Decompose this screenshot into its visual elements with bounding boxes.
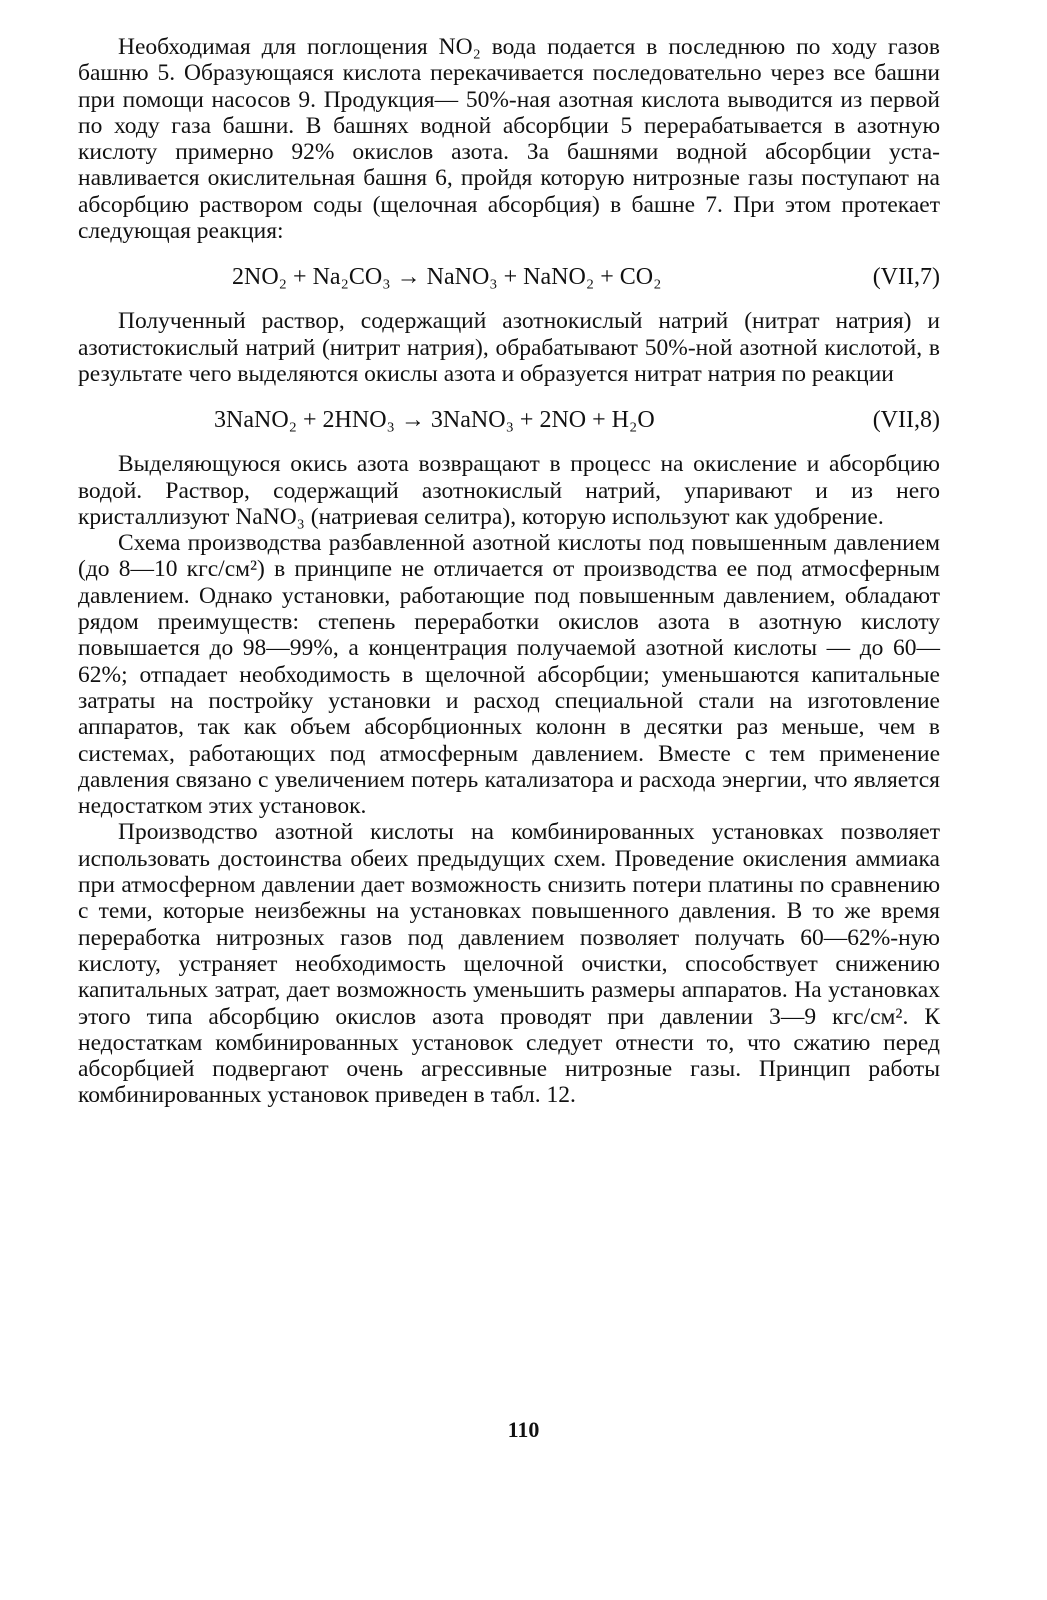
paragraph-3: Выделяющуюся окись азота возвращают в процесс на окисление и абсорбцию водой. Раствор, содержащий азотнокислый натрий, упаривают и из него кристаллизуют NaNO₃ (натриевая селитра), которую используют как удобрение. bbox=[78, 451, 940, 530]
paragraph-2: Полученный раствор, содержащий азотнокислый натрий (нитрат натрия) и азотистокислый натрий (нитрит натрия), обрабатывают 50%-ной азотной кислотой, в результате чего выделяются окислы азота и образуется нитрат натрия по реакции bbox=[78, 308, 940, 387]
paragraph-4: Схема производства разбавленной азотной кислоты под повышенным давлением (до 8—10 кгс/см²) в принципе не отличается от производства ее под атмосферным давлением. Однако установки, работающие под повышенным давлением, обладают рядом преимуществ: степень переработки окислов азота в азотную кислоту повышается до 98—99%, а концентрация получаемой азотной кислоты — до 60—62%; отпадает необходимость в щелочной абсорбции; уменьшаются капитальные затраты на постройку установки и расход специальной стали на изготовление аппаратов, так как объем абсорбционных колонн в десятки раз меньше, чем в системах, работающих под атмосферным давлением. Вместе с тем применение давления связано с увеличением потерь катализатора и расхода энергии, что является недостатком этих установок. bbox=[78, 530, 940, 820]
equation-number: (VII,8) bbox=[872, 407, 940, 434]
page-body bbox=[78, 34, 940, 1109]
equation-number: (VII,7) bbox=[872, 264, 940, 291]
equation-formula: 2NO₂ + Na₂CO₃ → NaNO₃ + NaNO₂ + CO₂ bbox=[232, 264, 662, 291]
page-number: 110 bbox=[507, 1417, 540, 1442]
paragraph-1: Необходимая для поглощения NO₂ вода подается в последнюю по ходу газов башню 5. Образующаяся кислота перекачивается последовательно через все башни при помощи насосов 9. Продукция— 50%-ная азотная кислота выводится из первой по ходу газа башни. В башнях водной абсорбции 5 перерабатывается в азотную кислоту примерно 92% окислов азота. За башнями водной абсорбции устанавливается окислительная башня 6, пройдя которую нитрозные газы поступают на абсорбцию раствором соды (щелочная абсорбция) в башне 7. При этом протекает следующая реакция: bbox=[78, 34, 940, 245]
equation-formula: 3NaNO₂ + 2HNO₃ → 3NaNO₃ + 2NO + H₂O bbox=[214, 407, 655, 434]
paragraph-5: Производство азотной кислоты на комбинированных установках позволяет использовать достоинства обеих предыдущих схем. Проведение окисления аммиака при атмосферном давлении дает возможность снизить потери платины по сравнению с теми, которые неизбежны на установках повышенного давления. В то же время переработка нитрозных газов под давлением позволяет получать 60—62%-ную кислоту, устраняет необходимость щелочной очистки, способствует снижению капитальных затрат, дает возможность уменьшить размеры аппаратов. На установках этого типа абсорбцию окислов азота проводят при давлении 3—9 кгс/см². К недостаткам комбинированных установок следует отнести то, что сжатию перед абсорбцией подвергают очень агрессивные нитрозные газы. Принцип работы комбинированных установок приведен в табл. 12. bbox=[78, 819, 940, 1109]
equation-vii-7 bbox=[78, 260, 940, 294]
equation-vii-8 bbox=[78, 403, 940, 437]
